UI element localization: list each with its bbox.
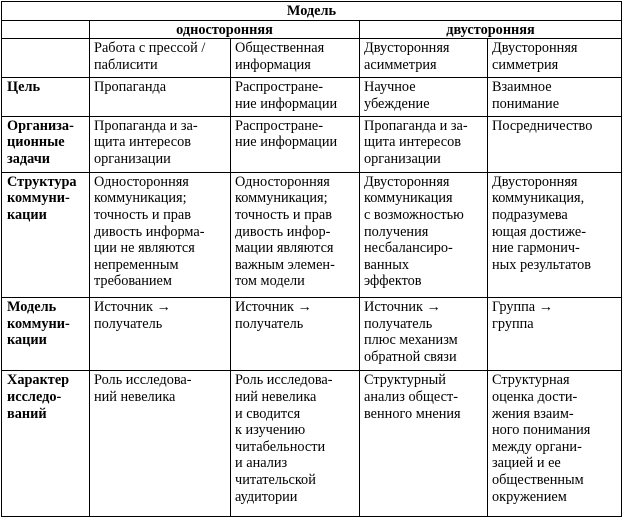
row-header <box>2 298 90 371</box>
table-cell <box>360 298 488 371</box>
cell-line: щита интересов <box>364 134 461 151</box>
cell-line: коммуникация <box>364 190 453 207</box>
cell-line: венного мнения <box>364 405 461 422</box>
cell-line: Односторонняя <box>94 173 189 190</box>
cell-line: ции не являются <box>94 240 195 257</box>
group-row <box>2 20 622 39</box>
table-cell <box>360 371 488 517</box>
cell-line: ющая достиже- <box>492 223 587 240</box>
cell-line: дивость инфор- <box>235 223 331 240</box>
corner-cell <box>2 20 90 39</box>
column-header-row <box>2 39 622 78</box>
cell-line: ний невелика <box>235 389 317 406</box>
cell-line: Двусторонняя <box>364 173 450 190</box>
cell-line: Цель <box>7 79 41 96</box>
cell-line: получатель <box>364 315 433 332</box>
table-cell <box>488 116 622 172</box>
cell-line: Источник → <box>94 299 171 316</box>
cell-line: ного понимания <box>492 422 591 439</box>
table-row <box>2 78 622 116</box>
cell-line: организации <box>364 150 441 167</box>
table-cell <box>231 371 360 517</box>
cell-line: читабельности <box>235 438 326 455</box>
table-cell <box>231 78 360 116</box>
table-row <box>2 298 622 371</box>
cell-line: кации <box>7 206 47 223</box>
cell-line: коммуни- <box>7 190 70 207</box>
cell-line: Источник → <box>364 299 441 316</box>
cell-line: информация <box>235 56 311 73</box>
table-cell <box>231 298 360 371</box>
cell-line: мации являются <box>235 240 334 257</box>
cell-line: ний невелика <box>94 389 176 406</box>
table-cell <box>488 78 622 116</box>
cell-line: группа <box>492 315 534 332</box>
title-row <box>2 2 622 21</box>
table-cell <box>488 172 622 297</box>
cell-line: окружением <box>492 488 567 505</box>
cell-line: получатель <box>94 315 163 332</box>
cell-line: Посредничество <box>492 117 593 134</box>
cell-line: паблисити <box>94 56 158 73</box>
cell-line: Модель <box>7 299 57 316</box>
cell-line: точность и прав <box>235 206 332 223</box>
cell-line: с возможностью <box>364 206 464 223</box>
cell-line: Работа с прессой / <box>94 40 206 57</box>
cell-line: анализ общест- <box>364 389 458 406</box>
cell-line: ние гармонич- <box>492 240 580 257</box>
cell-line: кации <box>7 332 47 349</box>
cell-line: симметрия <box>492 56 559 73</box>
cell-line: эффектов <box>364 273 422 290</box>
cell-line: Общественная <box>235 40 325 57</box>
cell-line: Взаимное <box>492 79 552 96</box>
table-cell <box>231 172 360 297</box>
cell-line: коммуникация, <box>492 190 585 207</box>
cell-line: асимметрия <box>364 56 437 73</box>
table-row <box>2 371 622 517</box>
table-row <box>2 172 622 297</box>
cell-line: Двусторонняя <box>492 40 578 57</box>
row-header <box>2 78 90 116</box>
cell-line: ние информации <box>235 96 338 113</box>
column-header <box>360 39 488 78</box>
cell-line: Организа- <box>7 117 74 134</box>
cell-line: общественным <box>492 472 584 488</box>
cell-line: коммуни- <box>7 315 70 332</box>
cell-line: организации <box>94 150 171 167</box>
cell-line: получатель <box>235 315 304 332</box>
cell-line: Источник → <box>235 299 312 316</box>
cell-line: оценка дости- <box>492 389 578 406</box>
column-header <box>488 39 622 78</box>
cell-line: коммуникация; <box>235 190 328 207</box>
cell-line: Структурный <box>364 372 446 389</box>
pr-models-table <box>1 1 622 517</box>
table-cell <box>360 78 488 116</box>
cell-line: задачи <box>7 150 51 167</box>
cell-line: щита интересов <box>94 134 191 151</box>
cell-line: Пропаганда и за- <box>94 117 198 134</box>
cell-line: Односторонняя <box>235 173 330 190</box>
cell-line: важным элемен- <box>235 256 335 273</box>
table-cell <box>231 116 360 172</box>
cell-line: Распростране- <box>235 79 323 96</box>
cell-line: обратной связи <box>364 348 457 365</box>
table-title: Модель <box>2 2 622 21</box>
table-row <box>2 116 622 172</box>
column-header <box>231 39 360 78</box>
cell-line: Характер <box>7 372 70 389</box>
cell-line: к изучению <box>235 422 306 439</box>
cell-line: аудитории <box>235 488 298 505</box>
cell-line: коммуникация; <box>94 190 187 207</box>
group-one-sided: односторонняя <box>90 20 360 39</box>
cell-line: Структурная <box>492 372 570 389</box>
cell-line: зацией и ее <box>492 455 561 472</box>
cell-line: Роль исследова- <box>235 372 333 389</box>
cell-line: жения взаим- <box>492 405 574 422</box>
cell-line: исследо- <box>7 389 62 406</box>
table-cell <box>360 172 488 297</box>
table-cell <box>488 298 622 371</box>
table-cell <box>488 371 622 517</box>
cell-line: непременным <box>94 256 179 273</box>
table-cell <box>90 371 231 517</box>
table-cell <box>90 298 231 371</box>
cell-line: несбалансиро- <box>364 240 453 257</box>
table-cell <box>90 172 231 297</box>
table-cell <box>360 116 488 172</box>
cell-line: плюс механизм <box>364 332 458 349</box>
cell-line: понимание <box>492 96 560 113</box>
cell-line: Структура <box>7 173 77 190</box>
row-header <box>2 172 90 297</box>
row-header <box>2 116 90 172</box>
cell-line: ние информации <box>235 134 338 151</box>
table-cell <box>90 116 231 172</box>
cell-line: получения <box>364 223 429 240</box>
cell-line: подразумева <box>492 206 568 223</box>
cell-line: ваний <box>7 405 47 422</box>
cell-line: Группа → <box>492 299 553 316</box>
cell-line: точность и прав <box>94 206 191 223</box>
column-header <box>90 39 231 78</box>
cell-line: дивость информа- <box>94 223 205 240</box>
cell-line: между органи- <box>492 438 582 455</box>
cell-line: требованием <box>94 273 172 290</box>
cell-line: читательской <box>235 472 316 488</box>
cell-line: Научное <box>364 79 416 96</box>
cell-line: ванных <box>364 256 409 273</box>
cell-line: и сводится <box>235 405 301 422</box>
cell-line: ционные <box>7 134 65 151</box>
cell-line: и анализ <box>235 455 288 472</box>
cell-line: Пропаганда <box>94 79 167 96</box>
cell-line: убеждение <box>364 96 430 113</box>
corner-cell <box>2 39 90 78</box>
cell-line: Двусторонняя <box>492 173 578 190</box>
cell-line: Двусторонняя <box>364 40 450 57</box>
cell-line: Распростране- <box>235 117 323 134</box>
cell-line: ных результатов <box>492 256 591 273</box>
cell-line: том модели <box>235 273 305 290</box>
group-two-sided: двусторонняя <box>360 20 622 39</box>
cell-line: Пропаганда и за- <box>364 117 468 134</box>
table-cell <box>90 78 231 116</box>
row-header <box>2 371 90 517</box>
cell-line: Роль исследова- <box>94 372 192 389</box>
